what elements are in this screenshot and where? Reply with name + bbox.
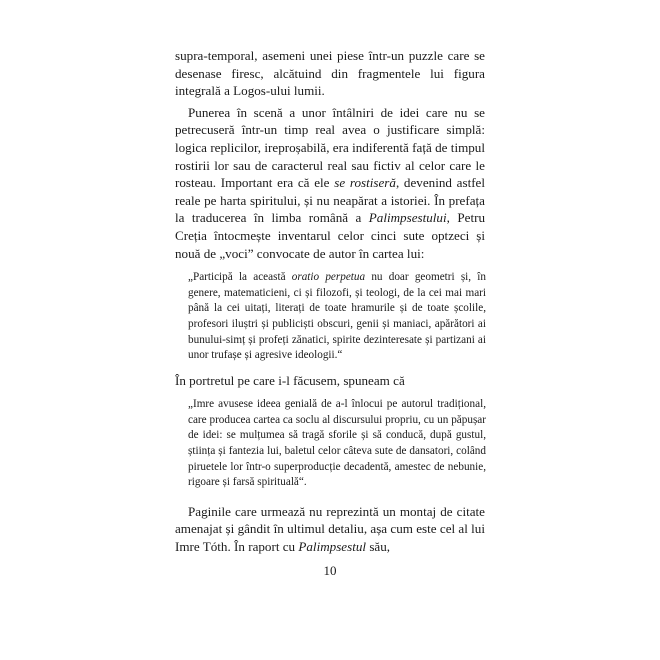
page-number: 10 bbox=[323, 563, 337, 578]
paragraph-closing bbox=[175, 503, 485, 556]
block-quote-portrait: „Imre avusese ideea genială de a-l înlocui pe autorul tradițional, care producea cartea ca soclu al discursului propriu, cu un păpușar de idei: se mulțumea să tragă sforile și să conducă, după gustul, știința și fantezia lui, baletul celor câteva sute de dansatori, colând piruetele lor într-o superproducție decadentă, amestec de nebunie, rigoare și farsă spirituală“. bbox=[188, 398, 486, 489]
text-run: , Petru Creția întocmește inventarul celor cinci sute optzeci și nouă de „voci” convocate de autor în cartea lui: bbox=[175, 210, 485, 261]
italic-run: se rostiseră bbox=[334, 175, 396, 191]
book-page bbox=[175, 47, 485, 556]
text-run: nu doar geometri și, în genere, matematicieni, ci și filozofi, și teologi, de la cei mai mari până la cei uitați, literați de toate hramurile și de toate școlile, profesori iluștri și publiciști obscuri, genii și maniaci, apărători ai bunului-simț și profeți zănatici, spirite dezinteresate și partizani ai unor trufașe și agresive ideologii.“ bbox=[188, 271, 487, 362]
text-run: , devenind astfel reale pe harta spiritului, și nu neapărat a istoriei. În prefața la traducerea în limba română a bbox=[175, 175, 486, 226]
block-quote-creția bbox=[188, 270, 486, 364]
text-run: său, bbox=[366, 539, 391, 555]
lead-in-line: În portretul pe care i-l făcusem, spuneam că bbox=[175, 372, 405, 388]
paragraph-continuation: supra-temporal, asemeni unei piese într-un puzzle care se desenase firesc, alcătuind din fragmentele lui figura integrală a Logos-ului lumii. bbox=[175, 48, 485, 99]
text-run: Punerea în scenă a unor întâlniri de idei care nu se petrecuseră într-un timp real avea o justificare simplă: logica replicilor, ireproșabilă, era indiferentă față de timpul rostirii lor sau de caracterul real sau fictiv al celor care le rosteau. Important era că ele bbox=[175, 104, 485, 191]
italic-run: Palimpsestul bbox=[298, 539, 367, 555]
text-run: Paginile care urmează nu reprezintă un montaj de citate amenajat și gândit în ultimul detaliu, așa cum este cel al lui Imre Tóth. În raport cu bbox=[175, 503, 485, 555]
italic-run: oratio perpetua bbox=[291, 271, 366, 284]
text-run: „Participă la această bbox=[188, 271, 292, 284]
italic-run: Palimpsestului bbox=[368, 210, 447, 226]
paragraph-staging bbox=[175, 104, 485, 262]
